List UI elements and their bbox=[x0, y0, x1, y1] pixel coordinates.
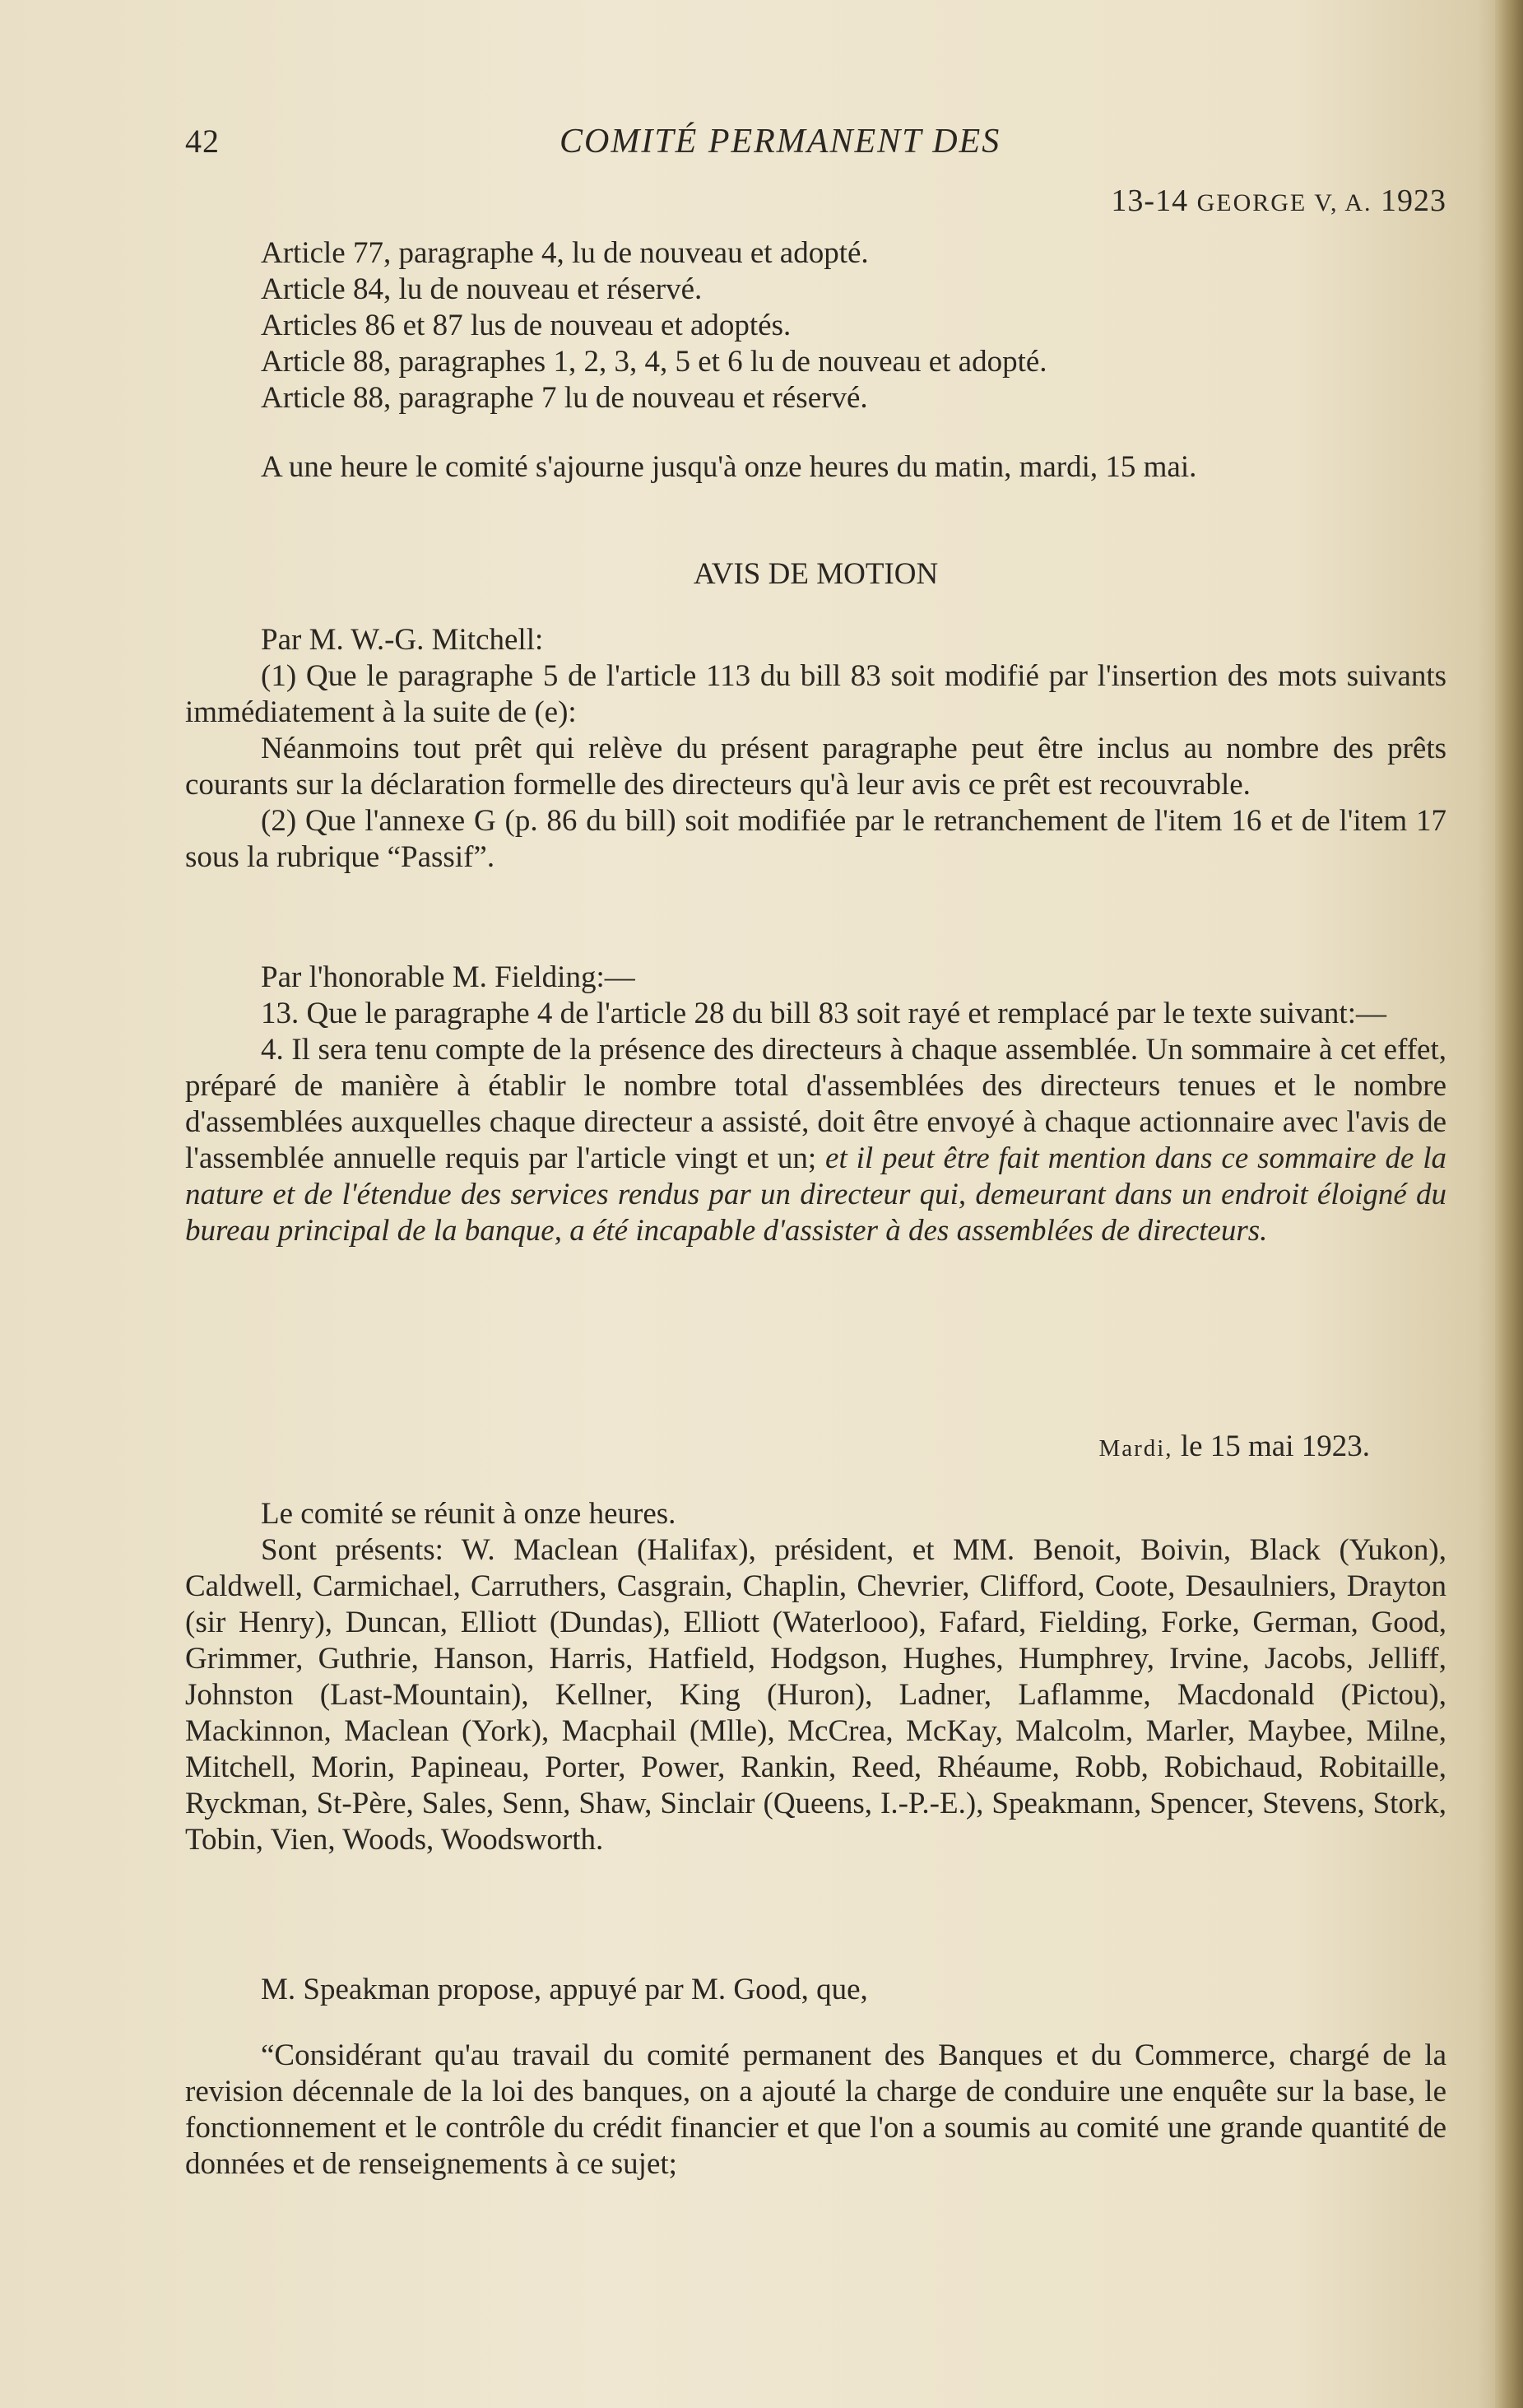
reign: GEORGE V, A. bbox=[1196, 189, 1372, 216]
dateline-date: le 15 mai 1923. bbox=[1180, 1429, 1370, 1463]
year: 1923 bbox=[1381, 184, 1446, 218]
page-edge-shadow bbox=[1495, 0, 1523, 2408]
article-line: Article 88, paragraphe 7 lu de nouveau et réservé. bbox=[261, 381, 868, 415]
session-number: 13-14 bbox=[1111, 184, 1189, 218]
motion-paragraph: (1) Que le paragraphe 5 de l'article 113 du bill 83 soit modifié par l'insertion des mots suivants immédiatement à la suite de (e): bbox=[185, 659, 1446, 729]
meeting-block bbox=[185, 1496, 1446, 1858]
attendance-list: Sont présents: W. Maclean (Halifax), président, et MM. Benoit, Boivin, Black (Yukon), Caldwell, Carmichael, Carruthers, Casgrain, Chaplin, Chevrier, Clifford, Coote, Desaulniers, Drayton (sir Henry), Duncan, Elliott (Dundas), Elliott (Waterlooo), Fafard, Fielding, Forke, German, Good, Grimmer, Guthrie, Hanson, Harris, Hatfield, Hodgson, Hughes, Humphrey, Irvine, Jacobs, Jelliff, Johnston (Last-Mountain), Kellner, King (Huron), Ladner, Laflamme, Macdonald (Pictou), Mackinnon, Maclean (York), Macphail (Mlle), McCrea, McKay, Malcolm, Marler, Maybee, Milne, Mitchell, Morin, Papineau, Porter, Power, Rankin, Reed, Rhéaume, Robb, Robichaud, Robitaille, Ryckman, St-Père, Sales, Senn, Shaw, Sinclair (Queens, I.-P.-E.), Speakmann, Spencer, Stevens, Stork, Tobin, Vien, Woods, Woodsworth. bbox=[185, 1533, 1446, 1857]
adjournment bbox=[185, 449, 1446, 486]
articles-block bbox=[185, 235, 1446, 416]
meeting-text: Le comité se réunit à onze heures. bbox=[261, 1497, 676, 1531]
page-number: 42 bbox=[185, 123, 220, 160]
resolution-block bbox=[185, 2038, 1446, 2183]
resolution-text: “Considérant qu'au travail du comité permanent des Banques et du Commerce, chargé de la revision décennale de la loi des banques, on a ajouté la charge de conduire une enquête sur la base, le fonctionnement et le contrôle du crédit financier et que l'on a soumis au comité une grande quantité de données et de renseignements à ce sujet; bbox=[185, 2038, 1446, 2181]
proposal-text: M. Speakman propose, appuyé par M. Good, que, bbox=[261, 1973, 868, 2006]
proposal-block bbox=[185, 1972, 1446, 2008]
motion-paragraph: (2) Que l'annexe G (p. 86 du bill) soit modifiée par le retranchement de l'item 16 et de l'item 17 sous la rubrique “Passif”. bbox=[185, 804, 1446, 874]
amendment-text: 4. Il sera tenu compte de la présence des directeurs à chaque assemblée. Un sommaire à cet effet, préparé de manière à établir le nombre total d'assemblées des directeurs tenues et le nombre d'assemblées auxquelles chaque directeur a assisté, doit être envoyé à chaque actionnaire avec l'avis de l'assemblée annuelle requis par l'article vingt et un; bbox=[185, 1033, 1446, 1175]
article-line: Article 88, paragraphes 1, 2, 3, 4, 5 et 6 lu de nouveau et adopté. bbox=[261, 345, 1047, 379]
motion-paragraph: 13. Que le paragraphe 4 de l'article 28 du bill 83 soit rayé et remplacé par le texte suivant:— bbox=[261, 997, 1386, 1030]
motion-paragraph: Néanmoins tout prêt qui relève du présent paragraphe peut être inclus au nombre des prêts courants sur la déclaration formelle des directeurs qu'à leur avis ce prêt est recouvrable. bbox=[185, 732, 1446, 802]
dateline-day: Mardi, bbox=[1098, 1435, 1173, 1462]
motion-author: Par M. W.-G. Mitchell: bbox=[261, 623, 544, 657]
notice-heading: AVIS DE MOTION bbox=[693, 557, 939, 591]
article-line: Articles 86 et 87 lus de nouveau et adoptés. bbox=[261, 309, 792, 342]
article-line: Article 84, lu de nouveau et réservé. bbox=[261, 272, 703, 306]
motion-author: Par l'honorable M. Fielding:— bbox=[261, 960, 635, 994]
session-line bbox=[1111, 183, 1446, 219]
motion-paragraph bbox=[185, 1032, 1446, 1249]
motion-mitchell bbox=[185, 622, 1446, 876]
article-line: Article 77, paragraphe 4, lu de nouveau et adopté. bbox=[261, 236, 869, 270]
running-title: COMITÉ PERMANENT DES bbox=[560, 123, 1001, 160]
amendment-italic: et il peut être fait mention dans ce sommaire de la nature et de l'étendue des services rendus par un directeur qui, demeurant dans un endroit éloigné du bureau principal de la banque, a été incapable d'assister à des assemblées de directeurs. bbox=[185, 1141, 1447, 1248]
motion-fielding bbox=[185, 960, 1446, 1249]
adjournment-text: A une heure le comité s'ajourne jusqu'à onze heures du matin, mardi, 15 mai. bbox=[261, 450, 1197, 484]
dateline bbox=[185, 1429, 1370, 1467]
